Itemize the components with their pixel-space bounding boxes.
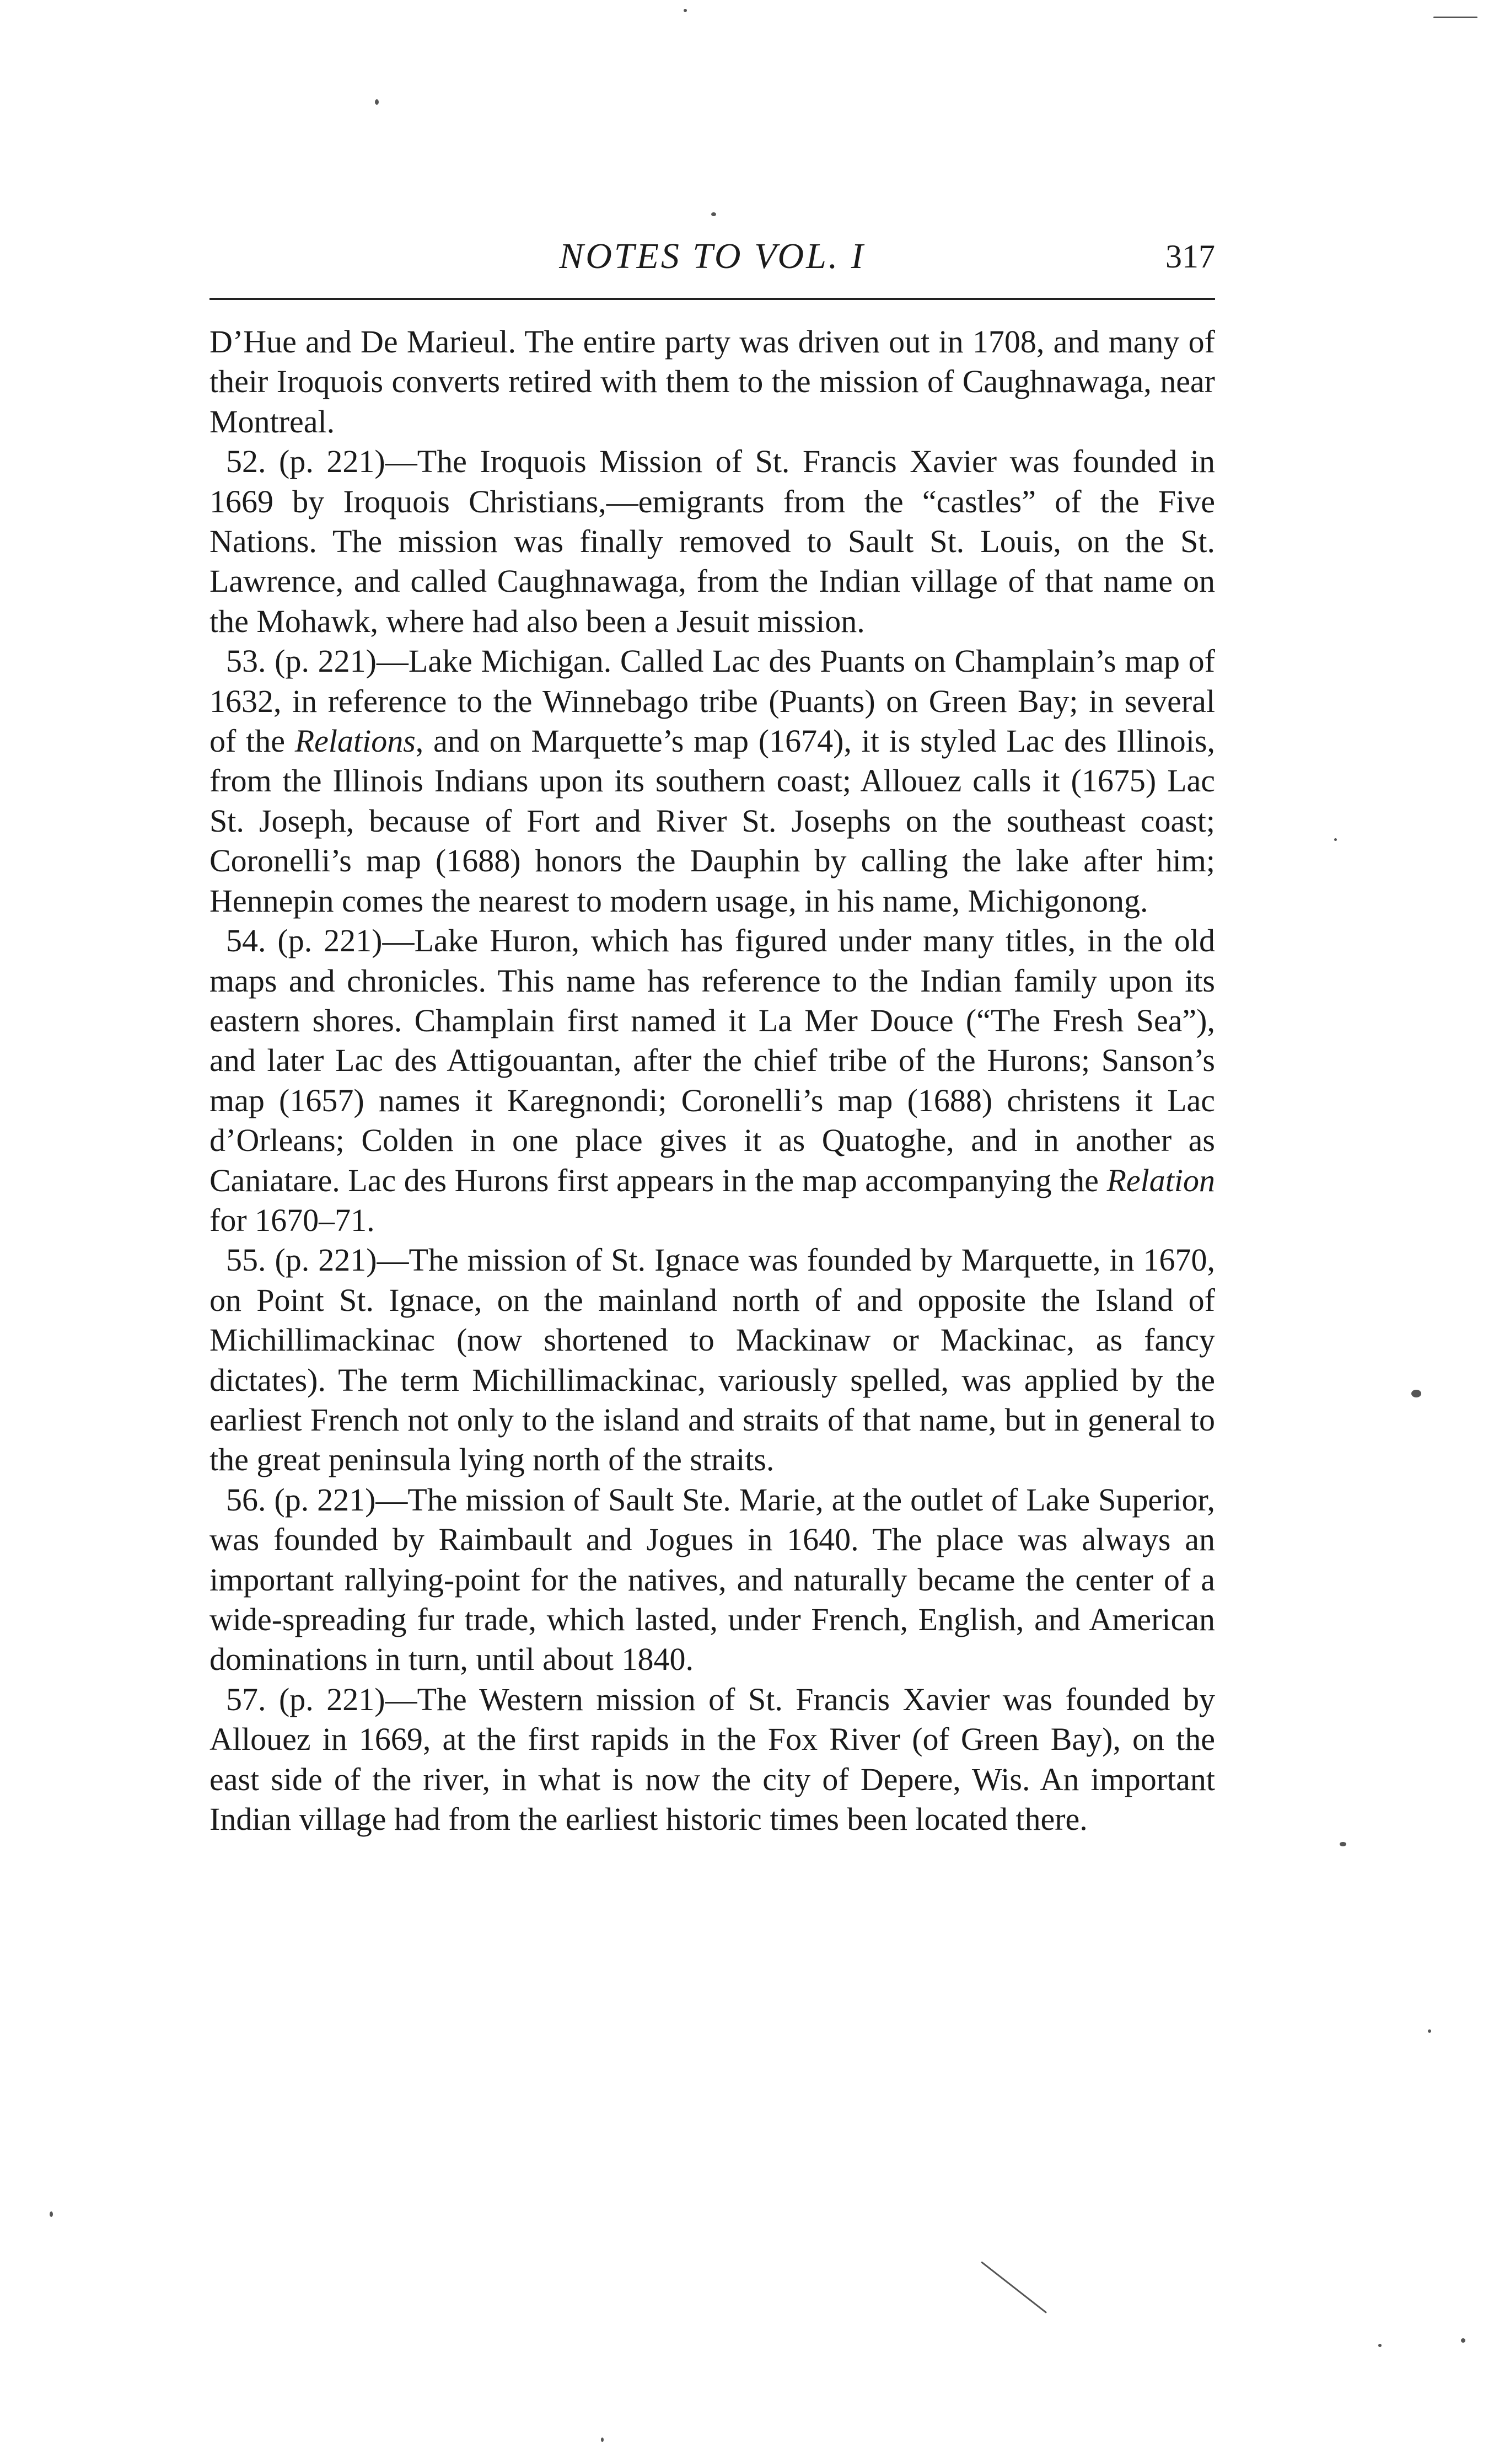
note-marker: 56. (p. 221)— xyxy=(226,1481,408,1518)
note-54 xyxy=(209,921,1215,1240)
scan-speck xyxy=(50,2211,53,2217)
note-marker: 52. (p. 221)— xyxy=(226,443,417,480)
note-text: The Western mission of St. Francis Xavier was founded by Allouez in 1669, at the first rapids in the Fox River (of Green Bay), on the east side of the river, in what is now the city of Depere, Wis. An important Indian village had from the earliest historic times been located there. xyxy=(209,1681,1215,1838)
note-text: for 1670–71. xyxy=(209,1202,375,1238)
page-header xyxy=(209,232,1215,281)
scan-speck xyxy=(375,99,379,105)
italic-title: Relations xyxy=(294,723,416,759)
scan-speck xyxy=(1461,2338,1465,2343)
note-56 xyxy=(209,1480,1215,1680)
header-rule xyxy=(209,298,1215,300)
note-marker: 53. (p. 221)— xyxy=(226,643,409,679)
italic-title: Relation xyxy=(1106,1162,1215,1198)
note-marker: 54. (p. 221)— xyxy=(226,923,415,959)
note-53 xyxy=(209,641,1215,921)
scan-speck xyxy=(1340,1842,1346,1846)
scan-speck xyxy=(1334,838,1337,841)
scan-speck xyxy=(1411,1390,1421,1397)
note-marker: 55. (p. 221)— xyxy=(226,1242,409,1278)
note-text: Lake Michigan. Called Lac des Puants on Champlain’s map of 1632, in reference to the Winnebago tribe (Puants) on Green Bay; in several of the xyxy=(209,643,1215,759)
scan-speck xyxy=(1433,17,1477,18)
scan-speck xyxy=(981,2261,1047,2313)
scan-speck xyxy=(711,212,716,216)
note-text: The mission of St. Ignace was founded by Marquette, in 1670, on Point St. Ignace, on the mainland north of and opposite the Island of Michillimackinac (now shortened to Mackinaw or Mackinac, as fancy dictates). The term Michillimackinac, variously spelled, was applied by the earliest French not only to the island and straits of that name, but in general to the great peninsula lying north of the straits. xyxy=(209,1242,1215,1478)
page-number: 317 xyxy=(1165,238,1215,275)
running-title: NOTES TO VOL. I xyxy=(559,236,866,276)
scan-speck xyxy=(601,2438,604,2442)
note-text: The mission of Sault Ste. Marie, at the outlet of Lake Superior, was founded by Raimbault and Jogues in 1640. The place was always an important rallying-point for the natives, and naturally became the center of a wide-spreading fur trade, which lasted, under French, English, and American dominations in turn, until about 1840. xyxy=(209,1481,1215,1678)
note-marker: 57. (p. 221)— xyxy=(226,1681,417,1717)
scan-speck xyxy=(1378,2344,1382,2347)
note-57 xyxy=(209,1680,1215,1840)
note-text: , and on Marquette’s map (1674), it is styled Lac des Illinois, from the Illinois Indians upon its southern coast; Allouez calls it (1675) Lac St. Joseph, because of Fort and River St. Josephs on the southeast coast; Coronelli’s map (1688) honors the Dauphin by calling the lake after him; Hennepin comes the nearest to modern usage, in his name, Michigonong. xyxy=(209,723,1215,919)
scan-speck xyxy=(1428,2029,1431,2033)
note-52 xyxy=(209,442,1215,641)
notes-body xyxy=(209,322,1215,1839)
continuation-paragraph: D’Hue and De Marieul. The entire party was driven out in 1708, and many of their Iroquois converts retired with them to the mission of Caughnawaga, near Montreal. xyxy=(209,324,1215,440)
note-text: The Iroquois Mission of St. Francis Xavier was founded in 1669 by Iroquois Christians,—emigrants from the “castles” of the Five Nations. The mission was finally removed to Sault St. Louis, on the St. Lawrence, and called Caughnawaga, from the Indian village of that name on the Mohawk, where had also been a Jesuit mission. xyxy=(209,443,1216,639)
scan-speck xyxy=(684,9,687,12)
note-text: Lake Huron, which has figured under many titles, in the old maps and chronicles. This name has reference to the Indian family upon its eastern shores. Champlain first named it La Mer Douce (“The Fresh Sea”), and later Lac des Attigouantan, after the chief tribe of the Hurons; Sanson’s map (1657) names it Karegnondi; Coronelli’s map (1688) christens it Lac d’Orleans; Colden in one place gives it as Quatoghe, and in another as Caniatare. Lac des Hurons first appears in the map accompanying the xyxy=(209,923,1215,1198)
note-55 xyxy=(209,1240,1215,1480)
